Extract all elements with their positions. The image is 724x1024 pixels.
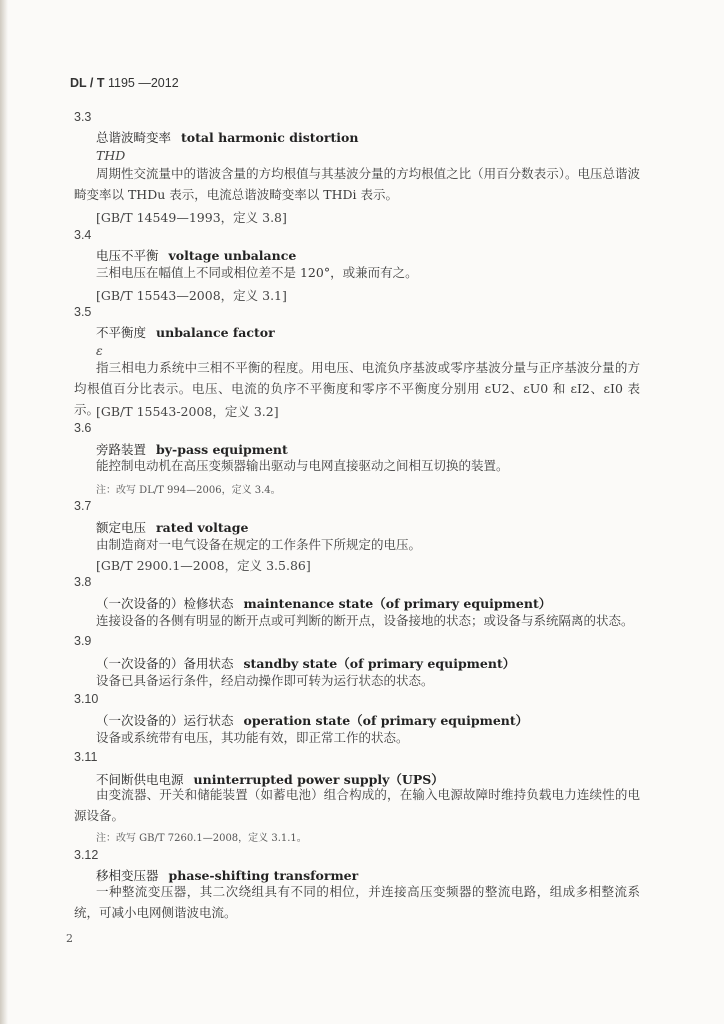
term-en: phase-shifting transformer [168, 868, 359, 883]
entry-number: 3.8 [74, 575, 92, 589]
scan-edge-shadow [0, 0, 8, 1024]
term-zh: 总谐波畸变率 [96, 130, 172, 145]
entry-number: 3.10 [74, 692, 99, 706]
term-zh: （一次设备的）备用状态 [96, 656, 234, 671]
entry-citation: [GB/T 15543—2008，定义 3.1] [96, 288, 287, 303]
term-en: operation state（of primary equipment） [243, 713, 529, 728]
entry-term [96, 128, 358, 146]
page-header [70, 76, 179, 90]
entry-symbol: THD [96, 148, 126, 163]
term-zh: 额定电压 [96, 520, 147, 535]
header-number: 1195 [107, 76, 135, 90]
term-zh: 不平衡度 [96, 325, 147, 340]
entry-citation: [GB/T 2900.1—2008，定义 3.5.86] [96, 558, 311, 573]
term-en: by-pass equipment [156, 442, 288, 457]
entry-definition: 由变流器、开关和储能装置（如蓄电池）组合构成的，在输入电源故障时维持负载电力连续性的电源设备。 [74, 787, 640, 823]
term-en: standby state（of primary equipment） [243, 656, 516, 671]
term-zh: 移相变压器 [96, 868, 159, 883]
term-en: unbalance factor [156, 325, 275, 340]
entry-number: 3.6 [74, 421, 92, 435]
term-en: total harmonic distortion [181, 130, 359, 145]
term-zh: （一次设备的）检修状态 [96, 596, 234, 611]
entry-number: 3.9 [74, 634, 92, 648]
entry-definition: 一种整流变压器，其二次绕组具有不同的相位，并连接高压变频器的整流电路，组成多相整流系统，可减小电网侧谐波电流。 [74, 884, 640, 920]
entry-number: 3.4 [74, 228, 92, 242]
entry-note: 注：改写 DL/T 994—2006，定义 3.4。 [96, 485, 281, 496]
term-en: voltage unbalance [168, 248, 297, 263]
entry-definition: 由制造商对一电气设备在规定的工作条件下所规定的电压。 [96, 537, 422, 552]
entry-definition: 指三相电力系统中三相不平衡的程度。用电压、电流负序基波或零序基波分量与正序基波分量的方均根值百分比表示。电压、电流的负序不平衡度和零序不平衡度分别用 εU2、εU0 和 εI2、εI0 表示。 [74, 360, 640, 417]
entry-number: 3.7 [74, 499, 92, 513]
term-en: maintenance state（of primary equipment） [243, 596, 552, 611]
entry-definition: 能控制电动机在高压变频器输出驱动与电网直接驱动之间相互切换的装置。 [96, 458, 509, 473]
term-zh: （一次设备的）运行状态 [96, 713, 234, 728]
entry-definition: 周期性交流量中的谐波含量的方均根值与其基波分量的方均根值之比（用百分数表示）。电压总谐波畸变率以 THDu 表示，电流总谐波畸变率以 THDi 表示。 [74, 166, 640, 202]
header-year: 2012 [150, 76, 179, 90]
header-standard: DL / T [70, 76, 105, 90]
entry-definition: 设备或系统带有电压，其功能有效，即正常工作的状态。 [96, 730, 409, 745]
header-dash: — [138, 76, 151, 90]
entry-number: 3.5 [74, 305, 92, 319]
term-en: uninterrupted power supply（UPS） [193, 772, 444, 787]
entry-definition: 三相电压在幅值上不同或相位差不是 120°，或兼而有之。 [96, 265, 418, 280]
entry-citation: [GB/T 15543-2008，定义 3.2] [96, 404, 279, 419]
term-en: rated voltage [156, 520, 249, 535]
entry-citation: [GB/T 14549—1993，定义 3.8] [96, 210, 287, 225]
entry-definition: 设备已具备运行条件，经启动操作即可转为运行状态的状态。 [96, 673, 434, 688]
page-number: 2 [66, 932, 73, 945]
entry-number: 3.3 [74, 110, 92, 124]
term-zh: 电压不平衡 [96, 248, 159, 263]
entry-number: 3.11 [74, 750, 98, 764]
term-zh: 不间断供电电源 [96, 772, 184, 787]
entry-definition: 连接设备的各侧有明显的断开点或可判断的断开点，设备接地的状态；或设备与系统隔离的状态。 [96, 613, 634, 628]
entry-number: 3.12 [74, 848, 99, 862]
entry-note: 注：改写 GB/T 7260.1—2008，定义 3.1.1。 [96, 833, 307, 844]
term-zh: 旁路装置 [96, 442, 147, 457]
entry-symbol: ε [96, 343, 103, 358]
entry-term [96, 323, 275, 341]
